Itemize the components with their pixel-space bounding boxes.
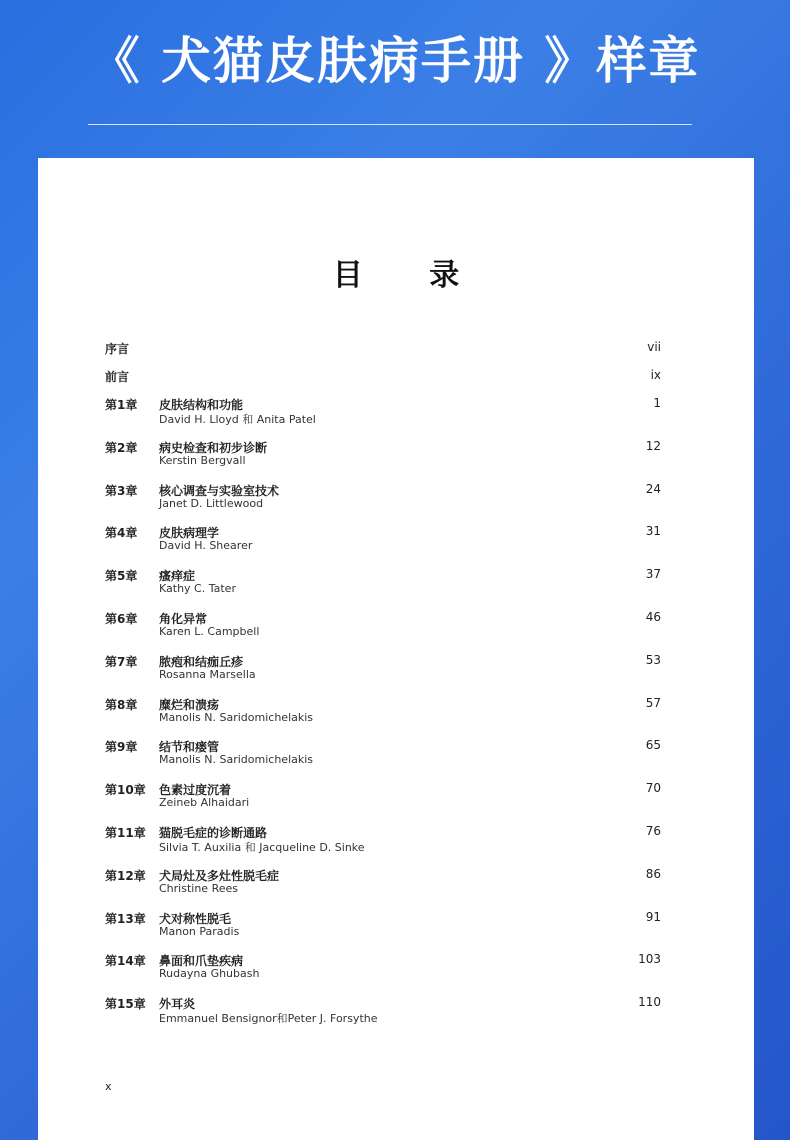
toc-entry-title: 猫脱毛症的诊断通路 — [159, 826, 268, 840]
toc-entry-chapter-10[interactable] — [105, 781, 665, 811]
toc-entry-page: 46 — [645, 610, 661, 624]
toc-entry-title: 角化异常 — [159, 612, 208, 626]
toc-entry-label: 第6章 — [105, 612, 138, 626]
toc-entry-label: 第5章 — [105, 569, 138, 584]
toc-entry-label: 第3章 — [105, 483, 138, 498]
toc-entry-title: 犬局灶及多灶性脱毛症 — [159, 868, 280, 883]
toc-entry-page: 24 — [645, 481, 661, 496]
toc-entry-page: 86 — [645, 866, 661, 881]
toc-entry-title: 脓疱和结痂丘疹 — [159, 654, 244, 669]
toc-entry-title: 糜烂和溃疡 — [159, 697, 220, 712]
toc-entry-title: 病史检查和初步诊断 — [159, 440, 268, 455]
toc-entry-page: ix — [650, 368, 661, 382]
toc-entry-chapter-6[interactable] — [105, 610, 665, 640]
toc-entry-chapter-5[interactable] — [105, 567, 665, 597]
toc-entry-page: 103 — [638, 952, 661, 967]
toc-entry-foreword[interactable] — [105, 368, 665, 398]
toc-entry-author: Kerstin Bergvall — [159, 453, 246, 467]
toc-entry-page: 37 — [645, 567, 661, 582]
toc-entry-page: 31 — [645, 524, 661, 539]
toc-entry-page: 91 — [645, 909, 661, 924]
toc-entry-author: Christine Rees — [159, 881, 238, 895]
toc-entry-label: 序言 — [105, 342, 130, 356]
toc-entry-chapter-11[interactable] — [105, 824, 665, 854]
toc-entry-label: 第1章 — [105, 398, 138, 412]
toc-entry-label: 第14章 — [105, 954, 146, 969]
toc-entry-label: 前言 — [105, 370, 130, 384]
toc-entry-author: Karen L. Campbell — [159, 625, 260, 638]
toc-entry-author: Zeineb Alhaidari — [159, 796, 250, 810]
toc-entry-page: vii — [647, 340, 661, 354]
toc-entry-page: 12 — [645, 438, 661, 453]
toc-entry-title: 外耳炎 — [159, 997, 196, 1012]
toc-entry-chapter-4[interactable] — [105, 524, 665, 554]
toc-entry-title: 结节和瘘管 — [159, 740, 220, 755]
toc-entry-preface[interactable] — [105, 340, 665, 370]
toc-entry-author: David H. Lloyd 和 Anita Patel — [159, 413, 316, 426]
toc-entry-title: 色素过度沉着 — [159, 783, 232, 798]
toc-entry-author: Silvia T. Auxilia 和 Jacqueline D. Sinke — [159, 841, 365, 854]
toc-entry-title: 犬对称性脱毛 — [159, 911, 232, 926]
toc-entry-chapter-12[interactable] — [105, 867, 665, 897]
page-number: x — [105, 1080, 112, 1093]
toc-heading: 目 录 — [332, 258, 488, 293]
toc-entry-label: 第7章 — [105, 654, 138, 669]
toc-entry-label: 第8章 — [105, 697, 138, 712]
toc-entry-page: 70 — [645, 781, 661, 796]
toc-entry-author: Manolis N. Saridomichelakis — [159, 753, 314, 767]
toc-entry-page: 57 — [645, 695, 661, 710]
toc-entry-label: 第13章 — [105, 911, 146, 926]
toc-entry-chapter-13[interactable] — [105, 910, 665, 940]
toc-entry-chapter-15[interactable] — [105, 995, 665, 1025]
toc-entry-label: 第4章 — [105, 526, 138, 541]
toc-entry-author: Rosanna Marsella — [159, 667, 256, 681]
toc-entry-author: Emmanuel Bensignor和Peter J. Forsythe — [159, 1012, 378, 1026]
toc-entry-label: 第2章 — [105, 440, 138, 455]
toc-entry-label: 第11章 — [105, 826, 146, 840]
toc-entry-label: 第15章 — [105, 997, 146, 1012]
toc-entry-author: Janet D. Littlewood — [159, 496, 264, 510]
banner-divider — [88, 124, 692, 125]
toc-entry-author: Rudayna Ghubash — [159, 967, 260, 981]
toc-entry-page: 110 — [638, 995, 661, 1010]
toc-entry-chapter-2[interactable] — [105, 439, 665, 469]
toc-entry-page: 65 — [645, 738, 661, 753]
toc-entry-page: 53 — [645, 652, 661, 667]
toc-entry-author: Manolis N. Saridomichelakis — [159, 710, 314, 724]
toc-entry-chapter-9[interactable] — [105, 738, 665, 768]
toc-entry-author: Manon Paradis — [159, 924, 240, 938]
toc-entry-chapter-7[interactable] — [105, 653, 665, 683]
toc-entry-author: David H. Shearer — [159, 539, 253, 553]
toc-entry-chapter-8[interactable] — [105, 696, 665, 726]
document-page — [38, 158, 754, 1140]
toc-entry-author: Kathy C. Tater — [159, 582, 236, 596]
banner-title: 《 犬猫皮肤病手册 》样章 — [89, 32, 701, 90]
toc-entry-page: 1 — [653, 396, 661, 410]
toc-entry-title: 皮肤结构和功能 — [159, 398, 244, 412]
toc-entry-label: 第10章 — [105, 783, 146, 798]
toc-entry-title: 核心调查与实验室技术 — [159, 483, 280, 498]
toc-entry-title: 鼻面和爪垫疾病 — [159, 954, 244, 969]
toc-entry-label: 第12章 — [105, 868, 146, 883]
toc-entry-chapter-1[interactable] — [105, 396, 665, 426]
toc-entry-label: 第9章 — [105, 740, 138, 755]
toc-entry-chapter-14[interactable] — [105, 952, 665, 982]
toc-entry-title: 皮肤病理学 — [159, 526, 220, 541]
toc-entry-chapter-3[interactable] — [105, 482, 665, 512]
toc-entry-page: 76 — [645, 824, 661, 838]
toc-entry-title: 瘙痒症 — [159, 569, 196, 584]
